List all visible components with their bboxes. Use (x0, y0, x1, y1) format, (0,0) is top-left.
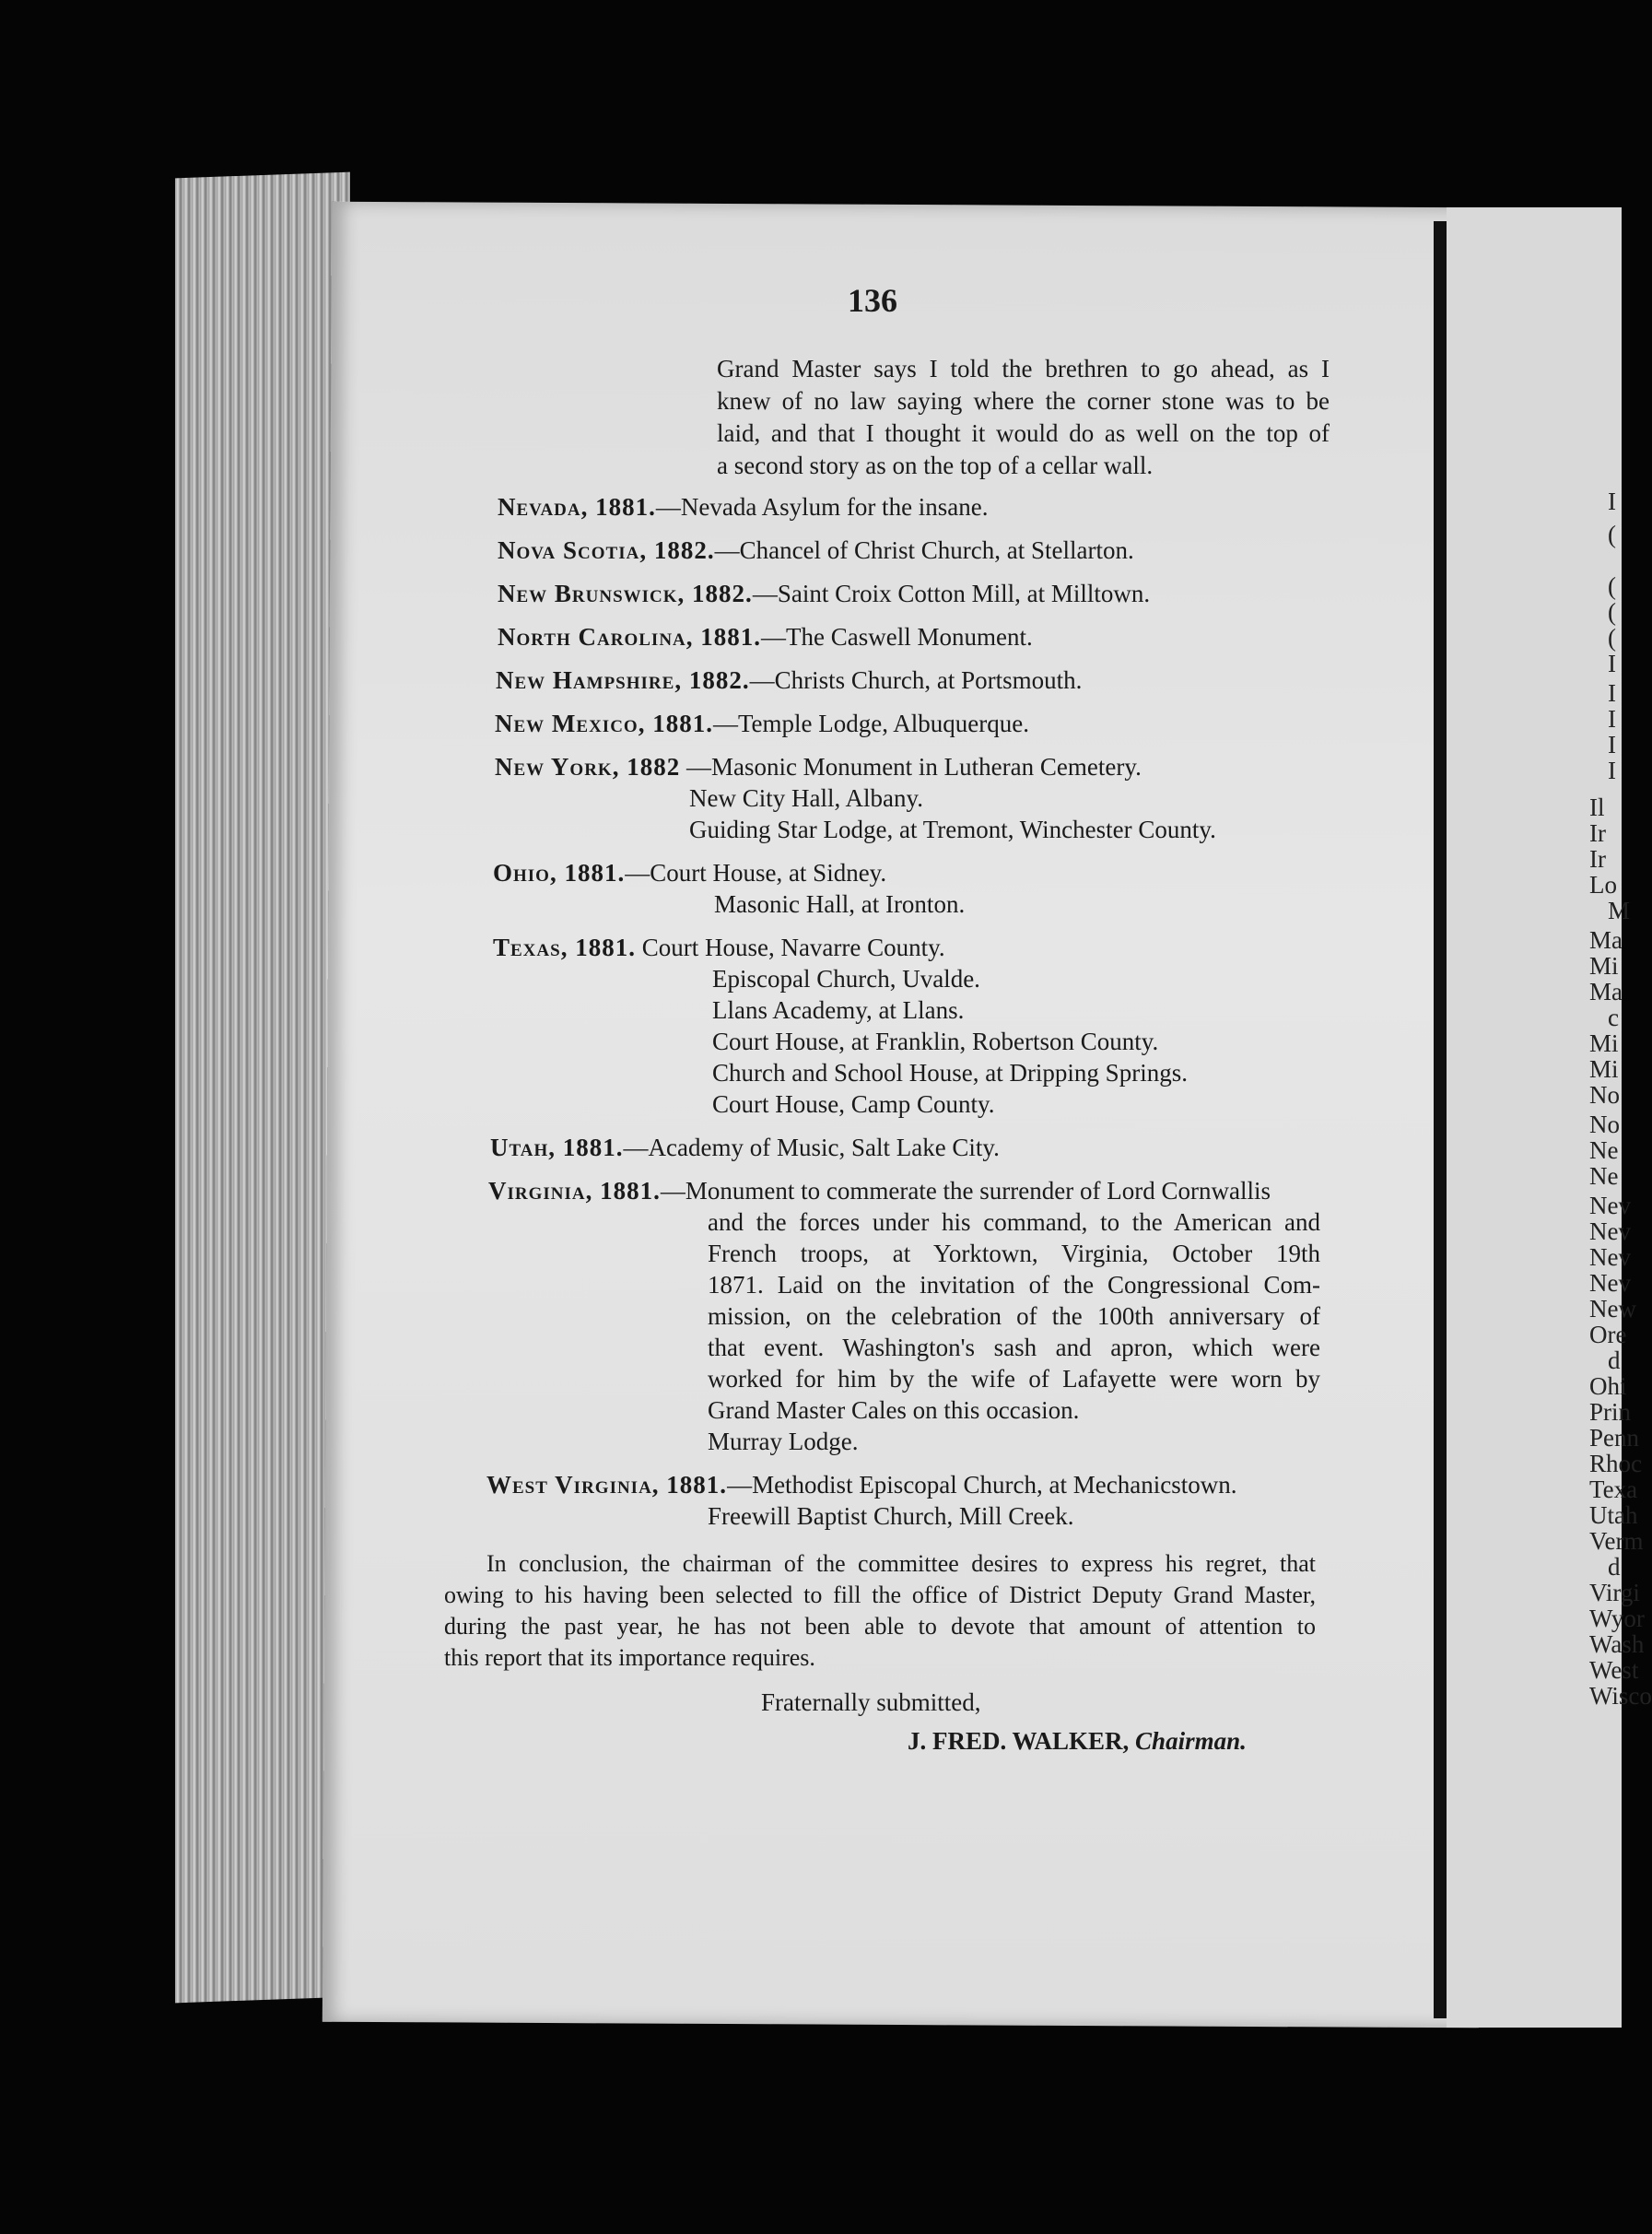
entry-ohio: Ohio, 1881.—Court House, at Sidney. (493, 859, 887, 887)
entry-new-york: New York, 1882 —Masonic Monument in Lutheran Cemetery. (495, 753, 1142, 781)
entry-nevada: Nevada, 1881.—Nevada Asylum for the insane. (498, 493, 989, 521)
entry-new-mexico: New Mexico, 1881.—Temple Lodge, Albuquerque. (495, 710, 1029, 737)
next-page-fragment: Mi (1589, 1029, 1619, 1057)
next-page-fragment: Lo (1589, 871, 1617, 899)
next-page-fragment: New (1589, 1295, 1636, 1323)
entry-new-york-line: Guiding Star Lodge, at Tremont, Winchester County. (689, 816, 1216, 843)
next-page-fragment: I (1608, 679, 1616, 707)
next-page-fragment: ( (1608, 572, 1616, 600)
entry-virginia-line: that event. Washington's sash and apron, which were (708, 1334, 1320, 1361)
entry-new-brunswick: New Brunswick, 1882.—Saint Croix Cotton Mill, at Milltown. (498, 580, 1151, 607)
next-page-fragment: ( (1608, 598, 1616, 626)
entry-virginia-line: Grand Master Cales on this occasion. (708, 1396, 1080, 1424)
entry-new-hampshire: New Hampshire, 1882.—Christs Church, at Portsmouth. (496, 666, 1083, 694)
next-page-fragment: Penn (1589, 1424, 1639, 1452)
entry-texas-line: Court House, Camp County. (712, 1090, 995, 1118)
entry-texas-line: Llans Academy, at Llans. (712, 996, 965, 1024)
conclusion-line: during the past year, he has not been able to devote that amount of attention to (444, 1613, 1316, 1640)
next-page-fragment: I (1608, 757, 1616, 784)
intro-line: a second story as on the top of a cellar wall. (717, 452, 1154, 479)
conclusion-line: this report that its importance requires. (444, 1644, 815, 1671)
next-page-fragment: Ir (1589, 819, 1606, 847)
intro-line: knew of no law saying where the corner stone was to be (717, 387, 1330, 415)
next-page-fragment: I (1608, 705, 1616, 733)
next-page-fragment: d (1608, 1346, 1621, 1374)
next-page-fragment: Nev (1589, 1192, 1631, 1219)
entry-new-york-line: New City Hall, Albany. (689, 784, 923, 812)
next-page-fragment: No (1589, 1081, 1620, 1109)
intro-line: laid, and that I thought it would do as well on the top of (717, 419, 1330, 447)
adjacent-page-fragment (1447, 207, 1652, 2028)
next-page-fragment: Rhoc (1589, 1450, 1642, 1477)
next-page-fragment: Ne (1589, 1136, 1619, 1164)
next-page-fragment: Ne (1589, 1162, 1619, 1190)
next-page-fragment: Utah (1589, 1501, 1638, 1529)
page-number: 136 (848, 282, 897, 319)
next-page-fragment: I (1608, 731, 1616, 758)
entry-virginia-line: worked for him by the wife of Lafayette were worn by (708, 1365, 1320, 1393)
next-page-fragment: I (1608, 488, 1616, 515)
closing-text: Fraternally submitted, (761, 1688, 981, 1716)
next-page-fragment: Virgi (1589, 1579, 1640, 1606)
entry-utah: Utah, 1881.—Academy of Music, Salt Lake City. (490, 1134, 1000, 1161)
next-page-fragment: d (1608, 1553, 1621, 1581)
next-page-fragment: Wyor (1589, 1605, 1645, 1632)
next-page-fragment: Verm (1589, 1527, 1644, 1555)
entry-virginia: Virginia, 1881.—Monument to commerate the surrender of Lord Cornwallis (488, 1177, 1271, 1205)
signature: J. FRED. WALKER, Chairman. (908, 1727, 1247, 1755)
conclusion-line: In conclusion, the chairman of the committee desires to express his regret, that (486, 1550, 1316, 1577)
next-page-fragment: No (1589, 1111, 1620, 1138)
entry-west-virginia-line: Freewill Baptist Church, Mill Creek. (708, 1502, 1074, 1530)
next-page-fragment: Ma (1589, 926, 1623, 954)
entry-texas: Texas, 1881. Court House, Navarre County. (493, 934, 945, 961)
entry-nova-scotia: Nova Scotia, 1882.—Chancel of Christ Church, at Stellarton. (498, 536, 1134, 564)
next-page-fragment: ( (1608, 521, 1616, 548)
entry-virginia-line: Murray Lodge. (708, 1428, 859, 1455)
entry-north-carolina: North Carolina, 1881.—The Caswell Monument. (498, 623, 1033, 651)
next-page-fragment: Mi (1589, 1055, 1619, 1083)
entry-texas-line: Court House, at Franklin, Robertson County. (712, 1028, 1159, 1055)
entry-ohio-line: Masonic Hall, at Ironton. (714, 890, 966, 918)
next-page-fragment: ( (1608, 624, 1616, 652)
next-page-fragment: c (1608, 1004, 1619, 1031)
next-page-fragment: Ohi (1589, 1372, 1627, 1400)
next-page-fragment: Ir (1589, 845, 1606, 873)
next-page-fragment: Texa (1589, 1476, 1638, 1503)
next-page-fragment: Nev (1589, 1269, 1631, 1297)
entry-texas-line: Episcopal Church, Uvalde. (712, 965, 980, 993)
entry-virginia-line: French troops, at Yorktown, Virginia, October 19th (708, 1240, 1320, 1267)
entry-texas-line: Church and School House, at Dripping Springs. (712, 1059, 1188, 1087)
next-page-fragment: M (1608, 897, 1631, 924)
next-page-fragment: Il (1589, 794, 1605, 821)
entry-virginia-line: 1871. Laid on the invitation of the Congressional Com- (708, 1271, 1320, 1299)
entry-west-virginia: West Virginia, 1881.—Methodist Episcopal Church, at Mechanicstown. (486, 1471, 1237, 1499)
next-page-fragment: Mi (1589, 952, 1619, 980)
next-page-fragment: Ore (1589, 1321, 1627, 1348)
next-page-fragment: Wash (1589, 1630, 1645, 1658)
next-page-fragment: Ma (1589, 978, 1623, 1005)
next-page-fragment: Prin (1589, 1398, 1632, 1426)
intro-line: Grand Master says I told the brethren to go ahead, as I (717, 355, 1330, 382)
gutter-shadow (1434, 221, 1447, 2018)
conclusion-line: owing to his having been selected to fill the office of District Deputy Grand Master, (444, 1581, 1316, 1608)
next-page-fragment: I (1608, 650, 1616, 677)
next-page-fragment: Wisco (1589, 1682, 1652, 1710)
next-page-fragment: West (1589, 1656, 1639, 1684)
entry-virginia-line: and the forces under his command, to the American and (708, 1208, 1320, 1236)
entry-virginia-line: mission, on the celebration of the 100th anniversary of (708, 1302, 1320, 1330)
next-page-fragment: Nev (1589, 1217, 1631, 1245)
next-page-fragment: Nev (1589, 1243, 1631, 1271)
